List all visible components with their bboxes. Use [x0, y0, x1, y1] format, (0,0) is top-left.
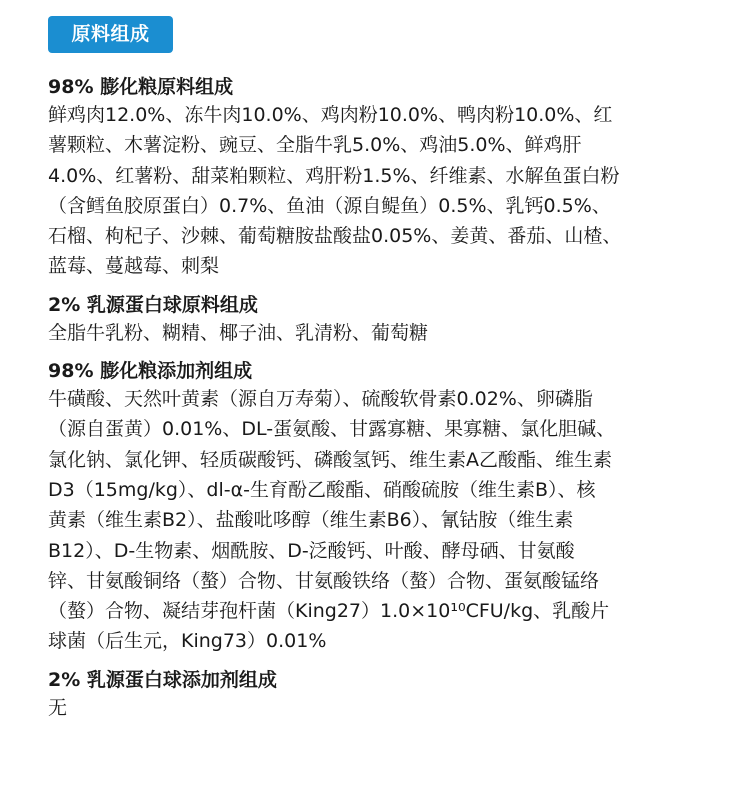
section-title: 98% 膨化粮原料组成 — [48, 76, 234, 98]
section-milk-ball-additives — [48, 667, 728, 723]
text-line: 全脂牛乳粉、糊精、椰子油、乳清粉、葡萄糖 — [48, 321, 429, 344]
text-line: 黄素（维生素B2）、盐酸吡哆醇（维生素B6）、氰钴胺（维生素 — [48, 509, 574, 532]
section-body — [48, 100, 728, 282]
text-line: 4.0%、红薯粉、甜菜粕颗粒、鸡肝粉1.5%、纤维素、水解鱼蛋白粉 — [48, 164, 620, 187]
section-title: 2% 乳源蛋白球原料组成 — [48, 293, 258, 316]
ingredients-content — [48, 74, 728, 723]
text-line: D3（15mg/kg）、dl-α-生育酚乙酸酯、硝酸硫胺（维生素B）、核 — [48, 478, 596, 501]
section-milk-ball-ingredients — [48, 292, 728, 348]
text-line: （含鳕鱼胶原蛋白）0.7%、鱼油（源自鳀鱼）0.5%、乳钙0.5%、 — [48, 194, 611, 217]
text-line: 锌、甘氨酸铜络（螯）合物、甘氨酸铁络（螯）合物、蛋氨酸锰络 — [48, 569, 600, 592]
section-kibble-ingredients — [48, 74, 728, 282]
section-kibble-additives — [48, 358, 728, 657]
text-line: 石榴、枸杞子、沙棘、葡萄糖胺盐酸盐0.05%、姜黄、番茄、山楂、 — [48, 225, 622, 248]
text-line: B12）、D-生物素、烟酰胺、D-泛酸钙、叶酸、酵母硒、甘氨酸 — [48, 539, 575, 562]
text-line: 球菌（后生元，King73）0.01% — [48, 630, 327, 653]
text-line: 氯化钠、氯化钾、轻质碳酸钙、磷酸氢钙、维生素A乙酸酯、维生素 — [48, 448, 612, 471]
text-line: 无 — [48, 696, 68, 719]
section-badge: 原料组成 — [48, 16, 173, 53]
section-title: 2% 乳源蛋白球添加剂组成 — [48, 668, 277, 691]
text-line: （螯）合物、凝结芽孢杆菌（King27）1.0×10¹⁰CFU/kg、乳酸片 — [48, 600, 610, 623]
text-line: 鲜鸡肉12.0%、冻牛肉10.0%、鸡肉粉10.0%、鸭肉粉10.0%、红 — [48, 104, 613, 126]
section-body — [48, 318, 728, 348]
text-line: 薯颗粒、木薯淀粉、豌豆、全脂牛乳5.0%、鸡油5.0%、鲜鸡肝 — [48, 134, 582, 157]
text-line: （源自蛋黄）0.01%、DL-蛋氨酸、甘露寡糖、果寡糖、氯化胆碱、 — [48, 418, 616, 441]
text-line: 蓝莓、蔓越莓、刺梨 — [48, 255, 220, 278]
text-line: 牛磺酸、天然叶黄素（源自万寿菊）、硫酸软骨素0.02%、卵磷脂 — [48, 388, 593, 411]
section-title: 98% 膨化粮添加剂组成 — [48, 360, 253, 383]
section-body — [48, 384, 728, 657]
section-body — [48, 693, 728, 723]
